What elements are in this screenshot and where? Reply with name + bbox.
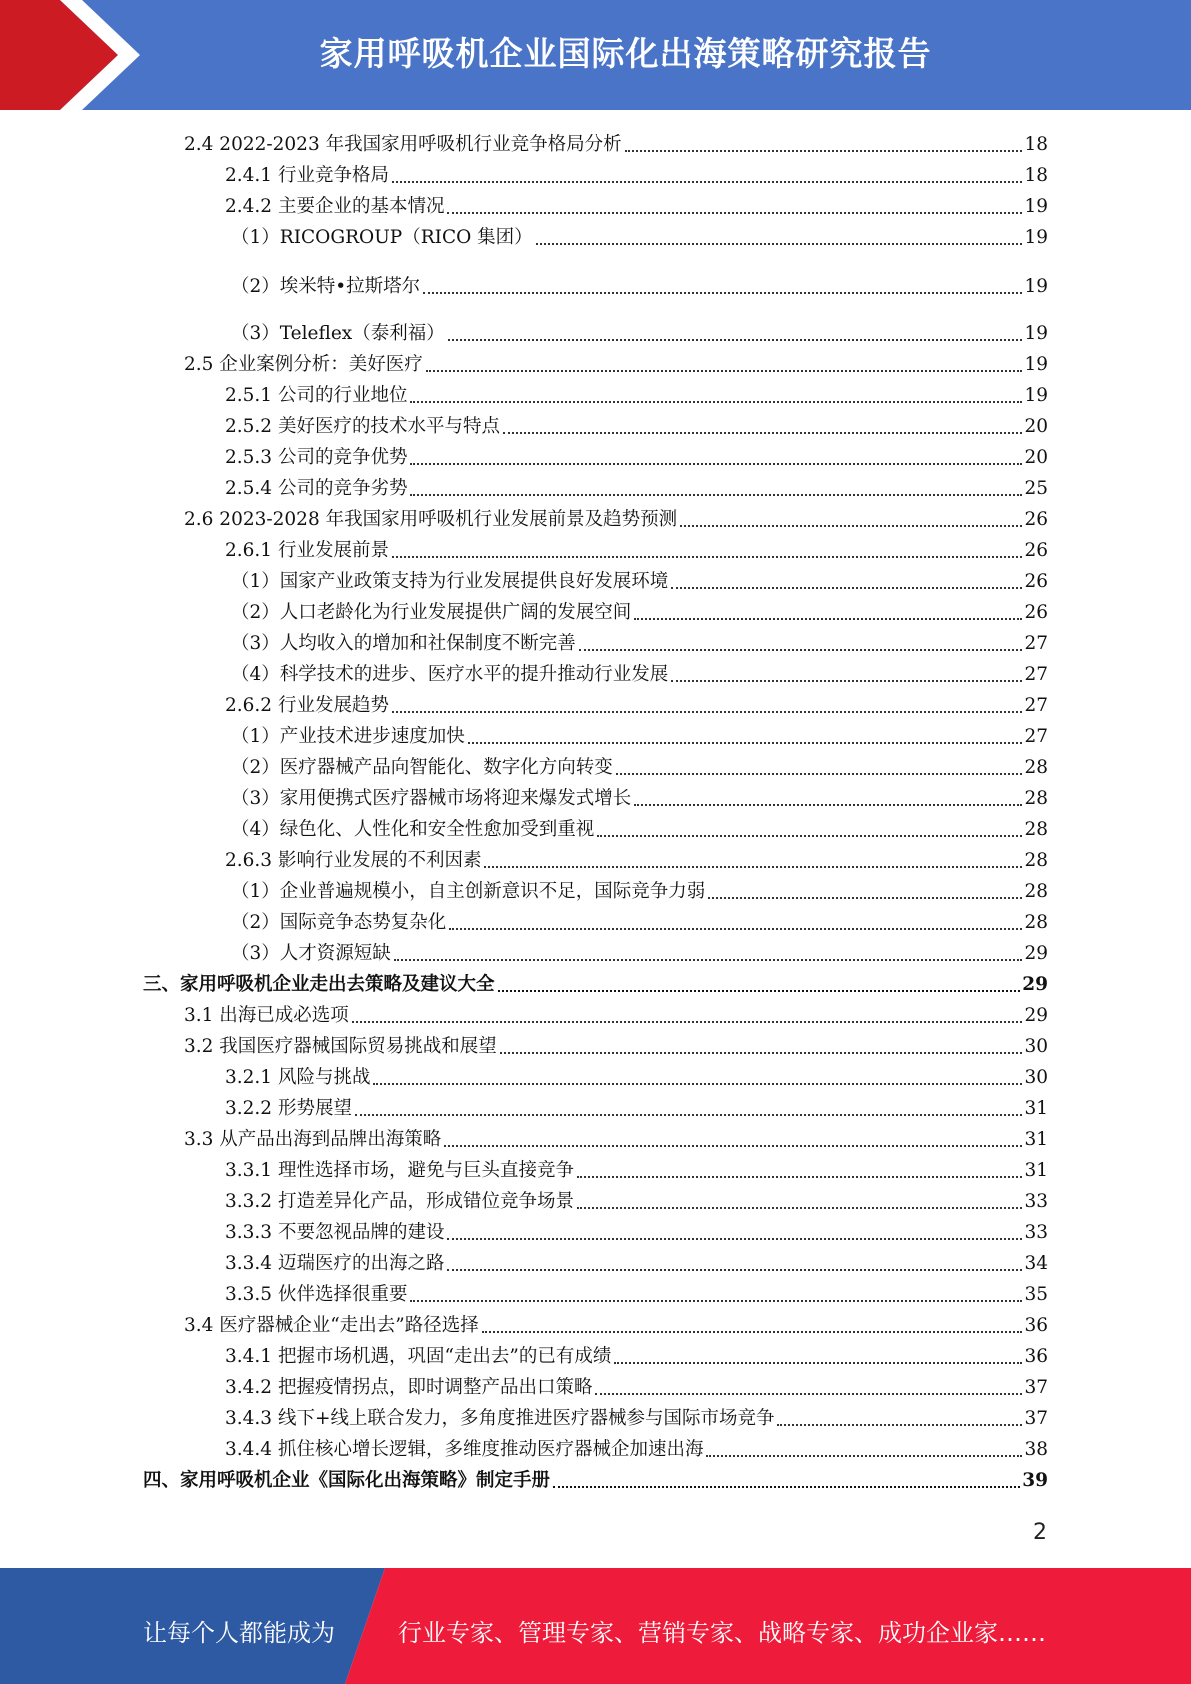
toc-entry-title: （2）国际竞争态势复杂化 bbox=[231, 912, 447, 933]
toc-entry-page: 27 bbox=[1024, 633, 1048, 654]
toc-entry bbox=[225, 472, 1048, 500]
toc-entry bbox=[231, 627, 1048, 655]
toc-entry bbox=[225, 1433, 1048, 1461]
toc-leader-dots bbox=[410, 462, 1022, 465]
toc-leader-dots bbox=[394, 958, 1023, 961]
toc-leader-dots bbox=[577, 1175, 1022, 1178]
toc-leader-dots bbox=[447, 1268, 1022, 1271]
toc-entry bbox=[231, 782, 1048, 810]
toc-entry bbox=[225, 689, 1048, 717]
toc-leader-dots bbox=[553, 1485, 1020, 1488]
toc-entry bbox=[184, 503, 1048, 531]
toc-entry-page: 29 bbox=[1024, 943, 1048, 964]
toc-entry bbox=[225, 1278, 1048, 1306]
toc-entry-title: 3.2 我国医疗器械国际贸易挑战和展望 bbox=[184, 1036, 497, 1057]
toc-entry-title: 2.6.2 行业发展趋势 bbox=[225, 695, 389, 716]
toc-entry-title: 3.4 医疗器械企业“走出去”路径选择 bbox=[184, 1315, 479, 1336]
toc-entry-title: 2.4 2022-2023 年我国家用呼吸机行业竞争格局分析 bbox=[184, 134, 622, 155]
toc-leader-dots bbox=[468, 741, 1023, 744]
toc-entry bbox=[225, 410, 1048, 438]
toc-entry-title: （1）产业技术进步速度加快 bbox=[231, 726, 465, 747]
toc-entry-page: 27 bbox=[1024, 726, 1048, 747]
toc-leader-dots bbox=[484, 865, 1022, 868]
toc-entry-page: 19 bbox=[1024, 354, 1048, 375]
toc-leader-dots bbox=[671, 679, 1022, 682]
toc-entry-page: 28 bbox=[1024, 912, 1048, 933]
toc-leader-dots bbox=[597, 834, 1022, 837]
toc-leader-dots bbox=[373, 1082, 1022, 1085]
toc-leader-dots bbox=[392, 555, 1022, 558]
toc-entry-title: 3.2.2 形势展望 bbox=[225, 1098, 352, 1119]
toc-leader-dots bbox=[498, 989, 1021, 992]
toc-leader-dots bbox=[410, 493, 1022, 496]
toc-entry-page: 26 bbox=[1024, 571, 1048, 592]
toc-entry-title: （4）绿色化、人性化和安全性愈加受到重视 bbox=[231, 819, 595, 840]
toc-entry-page: 27 bbox=[1024, 695, 1048, 716]
toc-entry-page: 28 bbox=[1024, 850, 1048, 871]
toc-entry bbox=[225, 1092, 1048, 1120]
toc-leader-dots bbox=[410, 1299, 1022, 1302]
toc-entry-page: 18 bbox=[1024, 165, 1048, 186]
toc-entry bbox=[225, 1340, 1048, 1368]
toc-entry-title: 2.5.2 美好医疗的技术水平与特点 bbox=[225, 416, 500, 437]
toc-entry-page: 30 bbox=[1024, 1067, 1048, 1088]
toc-entry-page: 19 bbox=[1024, 385, 1048, 406]
toc-entry-title: （4）科学技术的进步、医疗水平的提升推动行业发展 bbox=[231, 664, 669, 685]
toc-entry-page: 26 bbox=[1024, 602, 1048, 623]
toc-leader-dots bbox=[579, 648, 1023, 651]
toc-entry-title: （3）家用便携式医疗器械市场将迎来爆发式增长 bbox=[231, 788, 632, 809]
toc-entry-title: 3.4.3 线下+线上联合发力，多角度推进医疗器械参与国际市场竞争 bbox=[225, 1408, 775, 1429]
toc-entry-title: 2.6.1 行业发展前景 bbox=[225, 540, 389, 561]
toc-entry bbox=[225, 1371, 1048, 1399]
toc-entry-title: （1）国家产业政策支持为行业发展提供良好发展环境 bbox=[231, 571, 669, 592]
toc-entry-title: 3.3.5 伙伴选择很重要 bbox=[225, 1284, 408, 1305]
toc-entry-page: 31 bbox=[1024, 1098, 1048, 1119]
toc-leader-dots bbox=[706, 1454, 1022, 1457]
toc-entry-page: 28 bbox=[1024, 788, 1048, 809]
toc-leader-dots bbox=[634, 803, 1022, 806]
toc-entry-page: 29 bbox=[1024, 1005, 1048, 1026]
toc-entry-title: 三、家用呼吸机企业走出去策略及建议大全 bbox=[143, 974, 495, 995]
toc-leader-dots bbox=[634, 617, 1022, 620]
toc-leader-dots bbox=[410, 400, 1022, 403]
page-header bbox=[0, 0, 1191, 110]
toc-entry-title: 3.4.2 把握疫情拐点，即时调整产品出口策略 bbox=[225, 1377, 593, 1398]
toc-leader-dots bbox=[680, 524, 1022, 527]
toc-entry-page: 28 bbox=[1024, 881, 1048, 902]
toc-leader-dots bbox=[577, 1206, 1022, 1209]
toc-entry bbox=[143, 968, 1048, 996]
toc-entry-page: 19 bbox=[1024, 227, 1048, 248]
toc-entry-title: （1）企业普遍规模小，自主创新意识不足，国际竞争力弱 bbox=[231, 881, 706, 902]
toc-entry-page: 29 bbox=[1022, 974, 1048, 995]
toc-entry-title: 2.6.3 影响行业发展的不利因素 bbox=[225, 850, 482, 871]
toc-leader-dots bbox=[444, 1144, 1022, 1147]
toc-entry bbox=[225, 190, 1048, 218]
toc-leader-dots bbox=[447, 1237, 1022, 1240]
toc-entry bbox=[225, 1247, 1048, 1275]
toc-leader-dots bbox=[482, 1330, 1023, 1333]
toc-leader-dots bbox=[777, 1423, 1022, 1426]
toc-entry-title: 3.4.1 把握市场机遇，巩固“走出去”的已有成绩 bbox=[225, 1346, 612, 1367]
toc-entry bbox=[184, 999, 1048, 1027]
toc-entry-page: 33 bbox=[1024, 1222, 1048, 1243]
toc-entry-page: 36 bbox=[1024, 1346, 1048, 1367]
toc-leader-dots bbox=[500, 1051, 1023, 1054]
toc-entry bbox=[231, 875, 1048, 903]
toc-entry-title: 3.3.1 理性选择市场，避免与巨头直接竞争 bbox=[225, 1160, 574, 1181]
toc-entry bbox=[225, 1185, 1048, 1213]
toc-entry bbox=[231, 906, 1048, 934]
toc-entry-title: 3.3.4 迈瑞医疗的出海之路 bbox=[225, 1253, 445, 1274]
toc-entry-title: 2.5.4 公司的竞争劣势 bbox=[225, 478, 408, 499]
toc-entry-page: 39 bbox=[1022, 1470, 1048, 1491]
toc-leader-dots bbox=[355, 1113, 1023, 1116]
toc-entry-title: 四、家用呼吸机企业《国际化出海策略》制定手册 bbox=[143, 1470, 551, 1491]
toc-entry bbox=[231, 658, 1048, 686]
toc-entry-title: （3）人均收入的增加和社保制度不断完善 bbox=[231, 633, 576, 654]
toc-entry bbox=[225, 1402, 1048, 1430]
toc-entry-page: 33 bbox=[1024, 1191, 1048, 1212]
footer-slogan-right: 行业专家、管理专家、营销专家、战略专家、成功企业家…… bbox=[398, 1619, 1046, 1647]
toc-entry-page: 34 bbox=[1024, 1253, 1048, 1274]
toc-entry bbox=[225, 534, 1048, 562]
toc-entry-page: 20 bbox=[1024, 416, 1048, 437]
toc-leader-dots bbox=[392, 180, 1022, 183]
toc-entry bbox=[225, 159, 1048, 187]
toc-entry bbox=[231, 221, 1048, 249]
toc-entry-title: （3）人才资源短缺 bbox=[231, 943, 391, 964]
toc-entry-page: 31 bbox=[1024, 1160, 1048, 1181]
toc-entry bbox=[225, 379, 1048, 407]
page-number: 2 bbox=[1033, 1520, 1047, 1545]
toc-entry-page: 31 bbox=[1024, 1129, 1048, 1150]
toc-entry bbox=[184, 348, 1048, 376]
toc-leader-dots bbox=[503, 431, 1022, 434]
toc-entry-title: 2.5 企业案例分析：美好医疗 bbox=[184, 354, 423, 375]
toc-entry-title: 3.3.3 不要忽视品牌的建设 bbox=[225, 1222, 445, 1243]
toc-entry bbox=[225, 844, 1048, 872]
toc-entry bbox=[184, 1123, 1048, 1151]
toc-entry-page: 26 bbox=[1024, 540, 1048, 561]
toc-entry bbox=[184, 128, 1048, 156]
toc-entry bbox=[143, 1464, 1048, 1492]
toc-entry bbox=[225, 1216, 1048, 1244]
toc-entry-page: 26 bbox=[1024, 509, 1048, 530]
toc-entry-page: 36 bbox=[1024, 1315, 1048, 1336]
toc-entry bbox=[225, 441, 1048, 469]
toc-entry-title: （1）RICOGROUP（RICO 集团） bbox=[231, 227, 533, 248]
toc-leader-dots bbox=[595, 1392, 1022, 1395]
toc-entry bbox=[184, 1030, 1048, 1058]
toc-entry-page: 28 bbox=[1024, 819, 1048, 840]
toc-entry-title: 2.4.1 行业竞争格局 bbox=[225, 165, 389, 186]
toc-leader-dots bbox=[625, 149, 1023, 152]
toc-entry bbox=[231, 565, 1048, 593]
toc-entry-page: 37 bbox=[1024, 1377, 1048, 1398]
toc-leader-dots bbox=[671, 586, 1022, 589]
toc-entry-title: （2）医疗器械产品向智能化、数字化方向转变 bbox=[231, 757, 613, 778]
toc-entry-title: 3.3 从产品出海到品牌出海策略 bbox=[184, 1129, 442, 1150]
toc-entry-page: 37 bbox=[1024, 1408, 1048, 1429]
toc-entry-page: 19 bbox=[1024, 196, 1048, 217]
toc-entry-title: 2.6 2023-2028 年我国家用呼吸机行业发展前景及趋势预测 bbox=[184, 509, 678, 530]
toc-entry bbox=[231, 720, 1048, 748]
toc-entry-page: 27 bbox=[1024, 664, 1048, 685]
toc-entry-title: 3.1 出海已成必选项 bbox=[184, 1005, 349, 1026]
toc-leader-dots bbox=[708, 896, 1022, 899]
toc-entry-title: （2）人口老龄化为行业发展提供广阔的发展空间 bbox=[231, 602, 632, 623]
toc-entry-title: 2.5.3 公司的竞争优势 bbox=[225, 447, 408, 468]
toc-entry bbox=[225, 1154, 1048, 1182]
toc-entry-title: 3.4.4 抓住核心增长逻辑，多维度推动医疗器械企加速出海 bbox=[225, 1439, 704, 1460]
toc-entry-page: 19 bbox=[1024, 323, 1048, 344]
toc-leader-dots bbox=[447, 211, 1022, 214]
page-footer bbox=[0, 1568, 1191, 1684]
toc-entry-page: 38 bbox=[1024, 1439, 1048, 1460]
toc-entry-title: 2.5.1 公司的行业地位 bbox=[225, 385, 408, 406]
toc-leader-dots bbox=[352, 1020, 1023, 1023]
toc-entry-page: 20 bbox=[1024, 447, 1048, 468]
toc-entry-page: 18 bbox=[1024, 134, 1048, 155]
toc-entry bbox=[231, 270, 1048, 298]
footer-slogan-left: 让每个人都能成为 bbox=[143, 1619, 335, 1647]
toc-entry-page: 19 bbox=[1024, 276, 1048, 297]
toc-entry-page: 28 bbox=[1024, 757, 1048, 778]
toc-leader-dots bbox=[616, 772, 1023, 775]
toc-entry bbox=[184, 1309, 1048, 1337]
toc-leader-dots bbox=[423, 291, 1022, 294]
toc-leader-dots bbox=[614, 1361, 1022, 1364]
toc-leader-dots bbox=[536, 242, 1023, 245]
toc-entry-title: （2）埃米特•拉斯塔尔 bbox=[231, 276, 421, 297]
toc-entry bbox=[231, 937, 1048, 965]
toc-entry bbox=[231, 751, 1048, 779]
toc-entry-title: 2.4.2 主要企业的基本情况 bbox=[225, 196, 445, 217]
toc-leader-dots bbox=[448, 338, 1023, 341]
toc-leader-dots bbox=[449, 927, 1022, 930]
report-title: 家用呼吸机企业国际化出海策略研究报告 bbox=[319, 34, 932, 73]
toc-entry bbox=[231, 596, 1048, 624]
toc-leader-dots bbox=[426, 369, 1023, 372]
toc-entry-title: （3）Teleflex（泰利福） bbox=[231, 323, 445, 344]
toc-entry bbox=[225, 1061, 1048, 1089]
toc-entry bbox=[231, 813, 1048, 841]
toc-entry-page: 30 bbox=[1024, 1036, 1048, 1057]
toc-entry bbox=[231, 317, 1048, 345]
toc-entry-title: 3.3.2 打造差异化产品，形成错位竞争场景 bbox=[225, 1191, 574, 1212]
toc-leader-dots bbox=[392, 710, 1022, 713]
toc-entry-page: 25 bbox=[1024, 478, 1048, 499]
toc-entry-title: 3.2.1 风险与挑战 bbox=[225, 1067, 371, 1088]
toc-entry-page: 35 bbox=[1024, 1284, 1048, 1305]
